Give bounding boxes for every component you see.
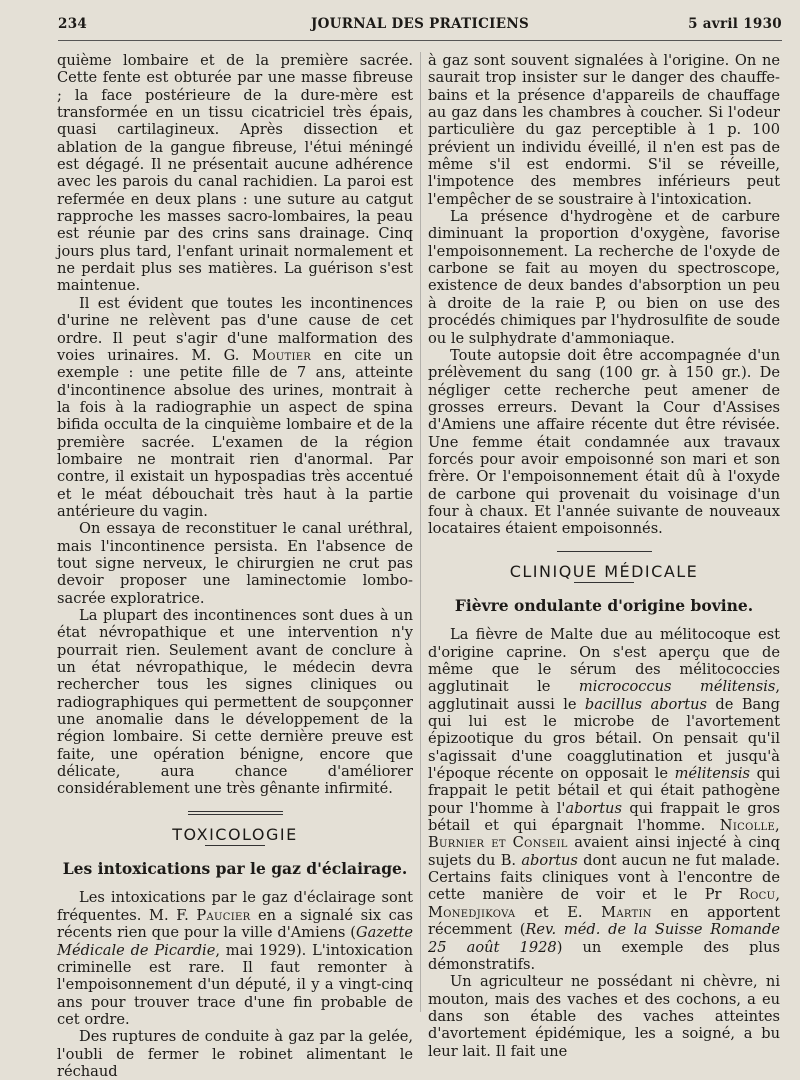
section-underline [205,845,265,846]
paragraph: La plupart des incontinences sont dues à un état névropathique et une intervention n'y pourrait rien. Seulement avant de conclure à un état névropathique, le médecin devra rechercher tous les signes cliniques ou radiographiques qui permettent de soupçonner une anomalie dans le développement de la région lombaire. Si cette dernière preuve est faite, une opération bénigne, encore que délicate, aura chance d'améliorer considérablement une très gênante infirmité. [57,607,413,798]
paragraph: Toute autopsie doit être accompagnée d'un prélèvement du sang (100 gr. à 150 gr.). De négliger cette recherche peut amener de grosses erreurs. Devant la Cour d'Assises d'Amiens une affaire récente dut être révisée. Une femme était condamnée aux travaux forcés pour avoir empoisonné son mari et son frère. Or l'empoisonnement était dû à l'oxyde de carbone qui provenait du voisinage d'un four à chaux. Et l'année suivante de nouveaux locataires étaient empoisonnés. [428,346,780,538]
section-title-clinique: CLINIQUE MÉDICALE [509,561,699,581]
journal-reference: Gazette Médicale de Picardie [57,924,413,959]
article-title: Fièvre ondulante d'origine bovine. [454,595,754,615]
header-rule [58,40,782,41]
running-header [58,10,782,38]
right-column [428,52,780,1060]
paragraph: La fièvre de Malte due au mélitocoque est d'origine caprine. On s'est aperçu que de même que le sérum des mélitococcies agglutinait le micrococcus mélitensis, agglutinait aussi le bacillus abortus de Bang qui lui est le microbe de l'avortement épizootique du gros bétail. On pensait qu'il s'agissait d'une coagglutination et jusqu'à l'époque récente on opposait le mélitensis qui frappait le petit bétail et qui était pathogène pour l'homme à l'abortus qui frappait le gros bétail et qui épargnait l'homme. Nicolle, Burnier et Conseil avaient ainsi injecté à cinq sujets du B. abortus dont aucun ne fut malade. Certains faits cliniques vont à l'encontre de cette manière de voir et le Pr Rocu, Monedjikova et E. Martin en apportent récemment (Rev. méd. de la Suisse Romande 25 août 1928) un exemple des plus démonstratifs. [428,626,781,973]
journal-title: JOURNAL DES PRATICIENS [310,16,530,32]
author-name: Moutier [252,346,312,364]
author-name: Paucier [196,906,251,924]
section-title-toxicologie: TOXICOLOGIE [172,824,298,844]
column-divider [420,52,421,1012]
paragraph: Il est évident que toutes les incontinences d'urine ne relèvent pas d'une cause de cet ordre. Il peut s'agir d'une malformation des voies urinaires. M. G. Moutier en cite un exemple : une petite fille de 7 ans, atteinte d'incontinence absolue des urines, montrait à la fois à la radiographie un aspect de spina bifida occulta de la cinquième lombaire et de la première sacrée. L'examen de la région lombaire ne montrait rien d'anormal. Par contre, il existait un hypospadias très accentué et le méat débouchait très haut à la partie antérieure du vagin. [57,294,413,520]
paragraph: Les intoxications par le gaz d'éclairage sont fréquentes. M. F. Paucier en a signalé six cas récents rien que pour la ville d'Amiens (Gazette Médicale de Picardie, mai 1929). L'intoxication criminelle est rare. Il faut remonter à l'empoisonnement d'un député, il y a vingt-cinq ans pour trouver trace d'une fin probable de cet ordre. [57,889,413,1028]
paragraph: quième lombaire et de la première sacrée. Cette fente est obturée par une masse fibreuse ; la face postérieure de la dure-mère est transformée en un tissu cicatriciel très épais, quasi cartilagineux. Après dissection et ablation de la gangue fibreuse, l'étui méningé est dégagé. Il ne présentait aucune adhérence avec les parois du canal rachidien. La paroi est refermée en deux plans : une suture au catgut rapproche les masses sacro-lombaires, la peau est réunie par des crins sans drainage. Cinq jours plus tard, l'enfant urinait normalement et ne perdait plus ses matières. La guérison s'est maintenue. [57,52,413,295]
page-number: 234 [58,16,88,32]
article-title: Les intoxications par le gaz d'éclairage. [62,859,408,879]
journal-reference: Rev. méd. de la Suisse Romande 25 août 1928 [428,921,780,956]
paragraph: On essaya de reconstituer le canal uréthral, mais l'incontinence persista. En l'absence de tout signe nerveux, le chirurgien ne crut pas devoir proposer une laminectomie lombo-sacrée exploratrice. [57,520,413,607]
author-names: Nicolle, Burnier et Conseil [428,817,780,852]
section-separator [428,550,780,553]
section-underline [574,582,634,583]
left-column [57,52,413,1080]
paragraph: Des ruptures de conduite à gaz par la gelée, l'oubli de fermer le robinet alimentant le réchaud [57,1028,413,1080]
paragraph: à gaz sont souvent signalées à l'origine. On ne saurait trop insister sur le danger des chauffe-bains et la présence d'appareils de chauffage au gaz dans les chambres à coucher. Si l'odeur particulière du gaz perceptible à 1 p. 100 prévient un individu éveillé, il n'en est pas de même s'il est endormi. S'il se réveille, l'impotence des membres inférieurs peut l'empêcher de se soustraire à l'intoxication. [428,52,780,208]
paragraph: Un agriculteur ne possédant ni chèvre, ni mouton, mais des vaches et des cochons, a eu dans son étable des vaches atteintes d'avortement épidémique, les a soigné, a bu leur lait. Il fait une [428,973,780,1060]
section-separator [57,810,413,816]
issue-date: 5 avril 1930 [688,16,782,32]
paragraph: La présence d'hydrogène et de carbure diminuant la proportion d'oxygène, favorise l'empoisonnement. La recherche de l'oxyde de carbone se fait au moyen du spectroscope, existence de deux bandes d'absorption un peu à droite de la raie P, ou bien on use des procédés chimiques par l'hydrosulfite de soude ou le sulphydrate d'ammoniaque. [428,208,780,347]
